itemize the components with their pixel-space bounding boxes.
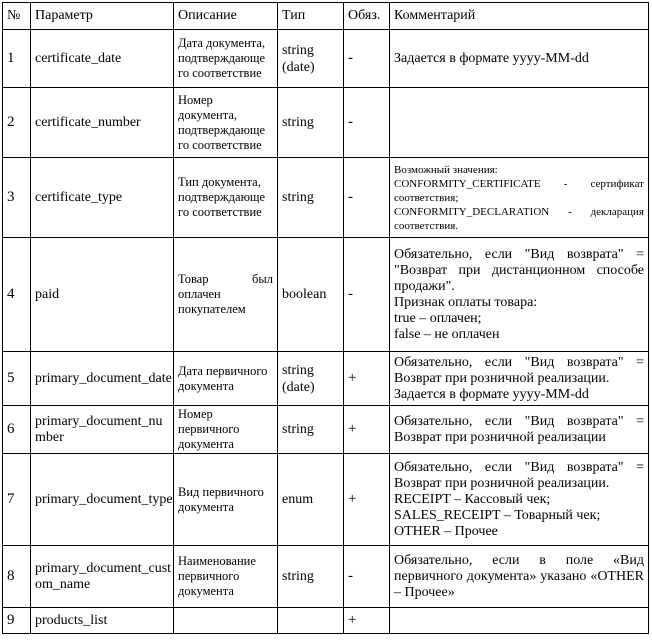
table-row bbox=[3, 158, 649, 238]
comment-line: Обязательно, если "Вид возврата" = Возврат при розничной реализации. bbox=[394, 354, 644, 386]
param-name: certificate_date bbox=[31, 30, 174, 88]
param-comment bbox=[390, 608, 649, 634]
param-name: certificate_type bbox=[31, 158, 174, 238]
param-description: Номер документа, подтверждающе го соответствие bbox=[174, 88, 278, 158]
param-type: boolean bbox=[278, 238, 344, 352]
param-name: primary_document_date bbox=[31, 352, 174, 406]
param-name: products_list bbox=[31, 608, 174, 634]
param-description: Дата документа, подтверждающе го соответствие bbox=[174, 30, 278, 88]
param-description: Тип документа, подтверждающе го соответствие bbox=[174, 158, 278, 238]
header-comment: Комментарий bbox=[390, 3, 649, 30]
param-comment bbox=[390, 30, 649, 88]
comment-line: Обязательно, если "Вид возврата" = "Возврат при дистанционном способе продажи". bbox=[394, 246, 644, 294]
required-flag: + bbox=[344, 406, 390, 454]
comment-line: SALES_RECEIPT – Товарный чек; bbox=[394, 507, 601, 523]
required-flag: + bbox=[344, 608, 390, 634]
param-description: Наименование первичного документа bbox=[174, 546, 278, 608]
comment-line: Признак оплаты товара: bbox=[394, 294, 538, 310]
table-row bbox=[3, 238, 649, 352]
required-flag: + bbox=[344, 454, 390, 546]
param-description: Вид первичного документа bbox=[174, 454, 278, 546]
table-row bbox=[3, 30, 649, 88]
row-number: 9 bbox=[3, 608, 31, 634]
param-comment bbox=[390, 352, 649, 406]
param-type: string bbox=[278, 546, 344, 608]
param-comment bbox=[390, 546, 649, 608]
param-comment bbox=[390, 406, 649, 454]
parameters-table bbox=[2, 2, 649, 634]
table-header-row bbox=[3, 3, 649, 30]
comment-line: Задается в формате yyyy-MM-dd bbox=[394, 50, 589, 66]
param-comment bbox=[390, 454, 649, 546]
comment-line: CONFORMITY_DECLARATION - декларация соответствия. bbox=[394, 205, 644, 232]
param-type: string (date) bbox=[278, 352, 344, 406]
comment-line: CONFORMITY_CERTIFICATE - сертификат соответствия; bbox=[394, 177, 644, 204]
row-number: 8 bbox=[3, 546, 31, 608]
param-comment bbox=[390, 238, 649, 352]
comment-line: Обязательно, если в поле «Вид первичного документа» указано «OTHER – Прочее» bbox=[394, 552, 644, 600]
header-num: № bbox=[3, 3, 31, 30]
row-number: 7 bbox=[3, 454, 31, 546]
required-flag: - bbox=[344, 546, 390, 608]
table-row bbox=[3, 88, 649, 158]
table-row bbox=[3, 406, 649, 454]
param-type: string (date) bbox=[278, 30, 344, 88]
required-flag: - bbox=[344, 88, 390, 158]
comment-line: OTHER – Прочее bbox=[394, 523, 498, 539]
param-type: string bbox=[278, 406, 344, 454]
comment-line: true – оплачен; bbox=[394, 310, 482, 326]
table-row bbox=[3, 608, 649, 634]
table-row bbox=[3, 454, 649, 546]
param-description: Товар был оплачен покупателем bbox=[174, 238, 278, 352]
param-description: Номер первичного документа bbox=[174, 406, 278, 454]
param-name: primary_document_cust om_name bbox=[31, 546, 174, 608]
header-type: Тип bbox=[278, 3, 344, 30]
row-number: 3 bbox=[3, 158, 31, 238]
table-row bbox=[3, 352, 649, 406]
param-comment bbox=[390, 88, 649, 158]
row-number: 1 bbox=[3, 30, 31, 88]
param-type bbox=[278, 608, 344, 634]
required-flag: - bbox=[344, 30, 390, 88]
param-type: enum bbox=[278, 454, 344, 546]
table-row bbox=[3, 546, 649, 608]
row-number: 4 bbox=[3, 238, 31, 352]
required-flag: + bbox=[344, 352, 390, 406]
param-comment bbox=[390, 158, 649, 238]
document-page bbox=[2, 2, 648, 638]
comment-line: Возможный значения: bbox=[394, 163, 498, 176]
param-name: paid bbox=[31, 238, 174, 352]
comment-line: RECEIPT – Кассовый чек; bbox=[394, 491, 551, 507]
param-name: primary_document_nu mber bbox=[31, 406, 174, 454]
param-name: primary_document_type bbox=[31, 454, 174, 546]
comment-line: Задается в формате yyyy-MM-dd bbox=[394, 386, 589, 402]
header-required: Обяз. bbox=[344, 3, 390, 30]
row-number: 2 bbox=[3, 88, 31, 158]
comment-line: Обязательно, если "Вид возврата" = Возврат при розничной реализации. bbox=[394, 459, 644, 491]
comment-line: Обязательно, если "Вид возврата" = Возврат при розничной реализации bbox=[394, 413, 644, 445]
required-flag: - bbox=[344, 158, 390, 238]
param-description: Дата первичного документа bbox=[174, 352, 278, 406]
required-flag: - bbox=[344, 238, 390, 352]
param-description bbox=[174, 608, 278, 634]
row-number: 6 bbox=[3, 406, 31, 454]
param-type: string bbox=[278, 158, 344, 238]
row-number: 5 bbox=[3, 352, 31, 406]
header-param: Параметр bbox=[31, 3, 174, 30]
param-type: string bbox=[278, 88, 344, 158]
header-desc: Описание bbox=[174, 3, 278, 30]
comment-line: false – не оплачен bbox=[394, 326, 500, 342]
param-name: certificate_number bbox=[31, 88, 174, 158]
